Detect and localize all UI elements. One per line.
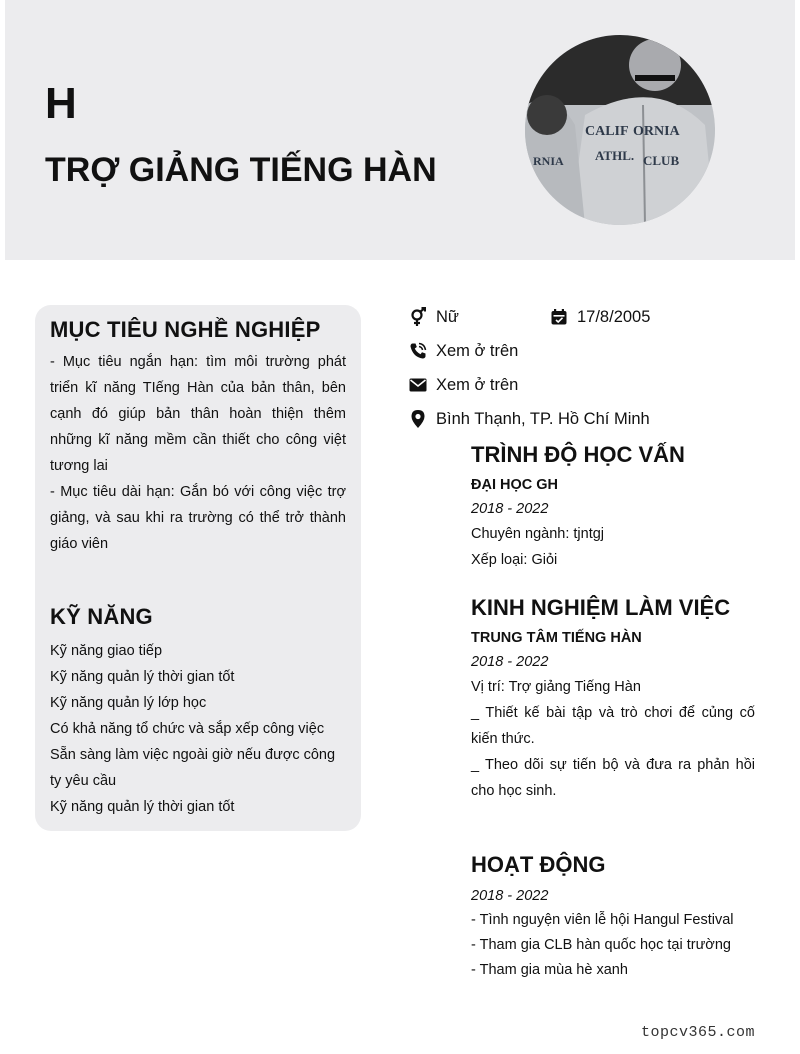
- svg-text:ORNIA: ORNIA: [633, 124, 680, 139]
- skills-title: KỸ NĂNG: [50, 604, 153, 629]
- skills-list: [50, 638, 346, 820]
- skill-item: Có khả năng tổ chức và sắp xếp công việc: [50, 721, 325, 737]
- dob-value: 17/8/2005: [577, 307, 651, 326]
- phone-row: [408, 336, 518, 366]
- school-name: ĐẠI HỌC GH: [471, 477, 558, 493]
- education-section: [471, 440, 755, 573]
- objective-title: MỤC TIÊU NGHỀ NGHIỆP: [50, 317, 321, 342]
- phone-icon: [408, 341, 428, 361]
- footer-watermark: topcv365.com: [640, 1024, 755, 1041]
- svg-text:ATHL.: ATHL.: [595, 148, 635, 163]
- svg-text:RNIA: RNIA: [533, 154, 564, 168]
- gender-row: [408, 302, 459, 332]
- job-title: TRỢ GIẢNG TIẾNG HÀN: [45, 151, 437, 189]
- education-title: TRÌNH ĐỘ HỌC VẤN: [471, 442, 685, 467]
- email-row: [408, 370, 518, 400]
- svg-text:CALIF: CALIF: [585, 124, 629, 139]
- company-name: TRUNG TÂM TIẾNG HÀN: [471, 630, 642, 646]
- avatar-photo-icon: [525, 35, 715, 225]
- gender-value: Nữ: [436, 307, 459, 326]
- skill-item: Kỹ năng quản lý lớp học: [50, 695, 207, 711]
- address-value: Bình Thạnh, TP. Hồ Chí Minh: [436, 409, 650, 428]
- calendar-icon: [549, 307, 569, 327]
- map-pin-icon: [408, 409, 428, 429]
- activity-item: - Tham gia mùa hè xanh: [471, 962, 628, 978]
- objective-short-term: - Mục tiêu ngắn hạn: tìm môi trường phát triển kĩ năng TIếng Hàn của bản thân, bên cạnh đó giúp bản thân hoàn thiện thêm những kĩ năng mềm cần thiết cho công việt tương lai: [50, 354, 346, 474]
- skill-item: Kỹ năng quản lý thời gian tốt: [50, 799, 235, 815]
- skill-item: Sẵn sàng làm việc ngoài giờ nếu được công ty yêu cầu: [50, 747, 336, 789]
- gender-icon: [408, 307, 428, 327]
- experience-position: Vị trí: Trợ giảng Tiếng Hàn: [471, 679, 641, 695]
- education-rank: Xếp loại: Giỏi: [471, 552, 558, 568]
- experience-duty: _ Theo dõi sự tiến bộ và đưa ra phản hồi cho học sinh.: [471, 757, 755, 799]
- svg-text:CLUB: CLUB: [643, 153, 680, 168]
- activity-item: - Tham gia CLB hàn quốc học tại trường: [471, 937, 731, 953]
- activities-period: 2018 - 2022: [471, 888, 549, 904]
- activities-title: HOẠT ĐỘNG: [471, 852, 606, 877]
- activities-section: [471, 850, 755, 983]
- phone-value: Xem ở trên: [436, 341, 519, 360]
- education-major: Chuyên ngành: tjntgj: [471, 526, 605, 542]
- experience-title: KINH NGHIỆM LÀM VIỆC: [471, 595, 731, 620]
- address-row: [408, 404, 650, 434]
- experience-period: 2018 - 2022: [471, 654, 549, 670]
- objective-long-term: - Mục tiêu dài hạn: Gắn bó với công việc trợ giảng, và sau khi ra trường có thể trở thành giáo viên: [50, 484, 346, 552]
- experience-section: [471, 593, 755, 804]
- experience-duty: _ Thiết kế bài tập và trò chơi để củng cố kiến thức.: [471, 705, 755, 747]
- email-value: Xem ở trên: [436, 375, 519, 394]
- avatar: [525, 35, 715, 225]
- skill-item: Kỹ năng giao tiếp: [50, 643, 163, 659]
- candidate-name: H: [45, 79, 77, 128]
- objective-text: [50, 349, 346, 557]
- envelope-icon: [408, 375, 428, 395]
- activity-item: - Tình nguyện viên lễ hội Hangul Festival: [471, 912, 734, 928]
- skill-item: Kỹ năng quản lý thời gian tốt: [50, 669, 235, 685]
- dob-row: [549, 302, 650, 332]
- education-period: 2018 - 2022: [471, 501, 549, 517]
- left-panel: [35, 305, 361, 831]
